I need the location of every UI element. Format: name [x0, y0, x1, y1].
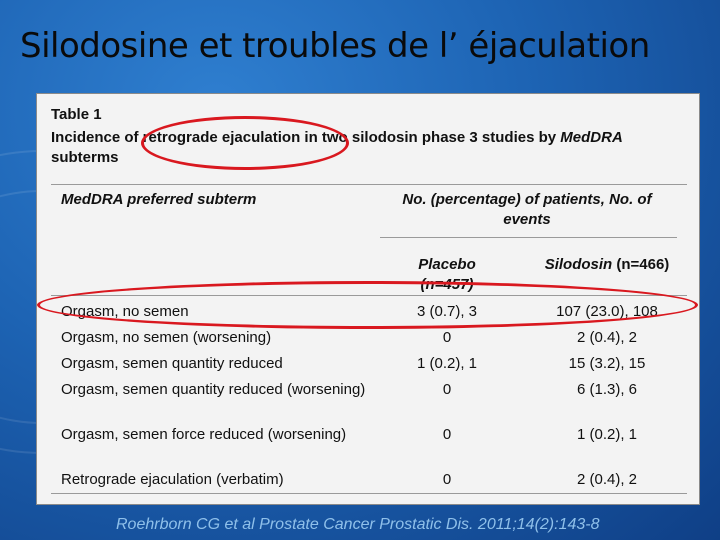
table-label: Table 1	[51, 106, 102, 123]
row-5-placebo: 0	[442, 426, 452, 443]
table-caption	[51, 128, 651, 168]
row-highlight-ellipse	[37, 281, 698, 329]
row-3-silodosin: 15 (3.2), 15	[568, 355, 646, 372]
row-4-subterm: Orgasm, semen quantity reduced (worsening)	[61, 381, 366, 398]
row-3-placebo: 1 (0.2), 1	[416, 355, 478, 372]
row-3-subterm: Orgasm, semen quantity reduced	[61, 355, 283, 372]
row-2-silodosin: 2 (0.4), 2	[576, 329, 638, 346]
row-5-subterm: Orgasm, semen force reduced (worsening)	[61, 426, 347, 443]
row-6-silodosin: 2 (0.4), 2	[576, 471, 638, 488]
silodosin-count: (n=466)	[612, 256, 670, 273]
silodosin-label: Silodosin	[544, 256, 613, 273]
row-5-silodosin: 1 (0.2), 1	[576, 426, 638, 443]
row-1-silodosin: 107 (23.0), 108	[556, 303, 658, 320]
slide-title: Silodosine et troubles de l’ éjaculation	[20, 26, 650, 66]
column-header-placebo: Placebo (n=457)	[418, 256, 476, 293]
row-4-placebo: 0	[442, 381, 452, 398]
caption-emphasis: MedDRA	[560, 129, 623, 146]
table-bottom-rule	[51, 493, 687, 494]
row-2-placebo: 0	[442, 329, 452, 346]
column-header-group: No. (percentage) of patients, No. of events	[402, 191, 652, 228]
table-top-rule	[51, 184, 687, 185]
caption-highlight-ellipse	[141, 116, 349, 170]
row-1-placebo: 3 (0.7), 3	[416, 303, 478, 320]
column-header-silodosin	[527, 255, 687, 275]
group-header-rule	[380, 237, 677, 238]
row-6-placebo: 0	[442, 471, 452, 488]
column-header-subterm: MedDRA preferred subterm	[61, 191, 257, 208]
caption-text-end: subterms	[51, 149, 119, 166]
caption-text: Incidence of retrograde ejaculation in two silodosin phase 3 studies by	[51, 129, 561, 146]
row-4-silodosin: 6 (1.3), 6	[576, 381, 638, 398]
row-6-subterm: Retrograde ejaculation (verbatim)	[61, 471, 284, 488]
row-2-subterm: Orgasm, no semen (worsening)	[61, 329, 272, 346]
row-1-subterm: Orgasm, no semen	[61, 303, 189, 320]
citation: Roehrborn CG et al Prostate Cancer Prostatic Dis. 2011;14(2):143-8	[116, 516, 600, 533]
